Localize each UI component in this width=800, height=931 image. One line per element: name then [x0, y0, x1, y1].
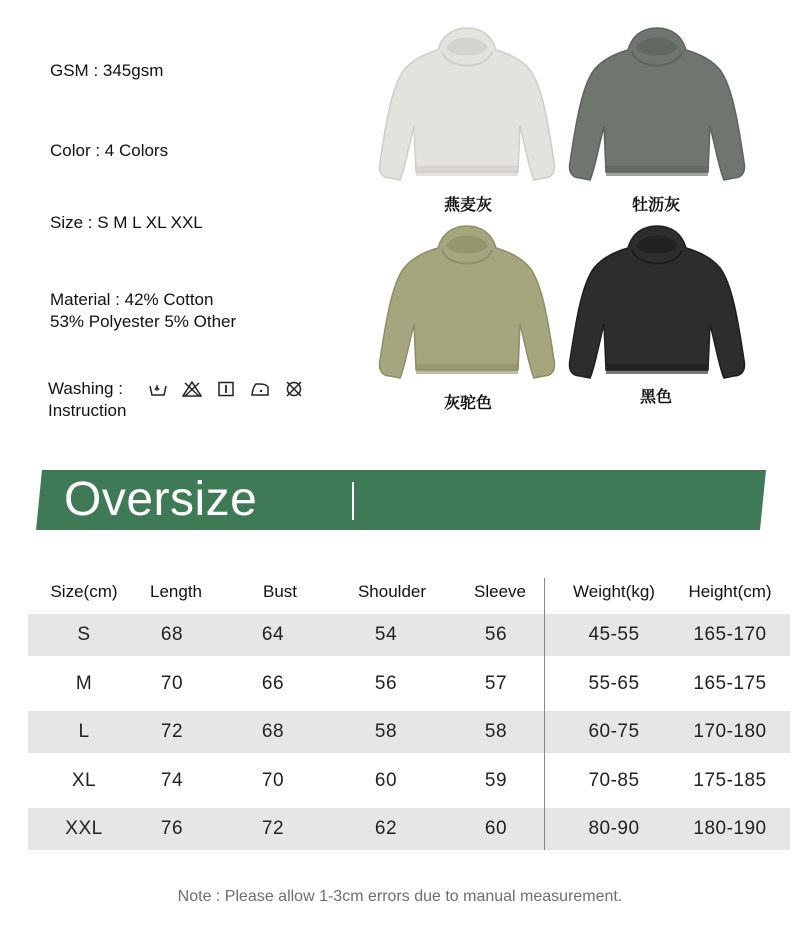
gsm-spec: GSM : 345gsm [50, 61, 164, 80]
oversize-banner [36, 470, 766, 530]
hoodie-image-oatmeal [372, 22, 562, 192]
table-cell: 56 [374, 672, 398, 694]
hoodie-graphic [372, 220, 562, 390]
table-cell: 60-75 [588, 721, 640, 743]
table-cell: 58 [484, 721, 508, 743]
product-label: 黑色 [639, 389, 672, 406]
material-line-2: 53% Polyester 5% Other [50, 312, 237, 331]
measurement-note: Note : Please allow 1-3cm errors due to manual measurement. [177, 888, 623, 905]
table-row [28, 663, 790, 705]
table-cell: 68 [160, 624, 184, 645]
column-divider [544, 578, 545, 850]
hoodie-graphic [562, 22, 752, 192]
size-spec: Size : S M L XL XXL [50, 213, 203, 232]
table-cell: S [77, 624, 91, 645]
table-cell: 54 [374, 624, 398, 645]
column-header: Sleeve [474, 582, 526, 601]
table-cell: 56 [484, 624, 508, 645]
table-cell: 59 [484, 769, 508, 791]
table-cell: 60 [484, 818, 508, 840]
banner-divider [352, 482, 354, 520]
table-cell: L [78, 721, 90, 743]
table-cell: 60 [374, 769, 398, 791]
hand-wash-icon [148, 381, 168, 397]
banner-title: Oversize [64, 473, 258, 526]
table-cell: 72 [160, 721, 184, 743]
table-row [28, 808, 790, 850]
table-cell: 70 [160, 672, 184, 694]
table-cell: 55-65 [588, 672, 640, 694]
no-dry-clean-icon [284, 381, 304, 397]
no-bleach-icon [182, 381, 202, 397]
product-label: 牡沥灰 [631, 197, 680, 214]
wash-icons [148, 381, 304, 397]
hoodie-image-black [562, 220, 752, 390]
product-label: 灰驼色 [443, 395, 492, 412]
table-cell: 64 [261, 624, 285, 645]
hoodie-image-olive [372, 220, 562, 390]
table-cell: 62 [374, 818, 398, 840]
column-header: Height(cm) [688, 582, 772, 601]
table-header [28, 578, 790, 614]
hoodie-graphic [372, 22, 562, 192]
washing-line-2: Instruction [48, 401, 127, 420]
table-cell: XXL [65, 818, 103, 840]
table-cell: 66 [261, 672, 285, 694]
table-cell: 165-175 [693, 672, 767, 694]
table-row [28, 711, 790, 753]
table-cell: 57 [484, 672, 508, 694]
table-row [28, 614, 790, 656]
table-cell: 45-55 [588, 624, 640, 645]
table-cell: M [75, 672, 93, 694]
tumble-dry-icon [216, 381, 236, 397]
washing-line-1: Washing : [48, 379, 123, 398]
iron-icon [250, 381, 270, 397]
column-header: Shoulder [357, 582, 427, 601]
product-label: 燕麦灰 [443, 197, 492, 214]
hoodie-image-grey [562, 22, 752, 192]
column-header: Weight(kg) [573, 582, 655, 601]
material-spec [50, 289, 236, 333]
material-line-1: Material : 42% Cotton [50, 290, 214, 309]
hoodie-graphic [562, 220, 752, 390]
table-cell: 76 [160, 818, 184, 840]
table-cell: 80-90 [588, 818, 640, 840]
table-cell: 68 [261, 721, 285, 743]
table-cell: XL [71, 769, 97, 791]
washing-spec [48, 378, 126, 422]
table-cell: 170-180 [693, 721, 767, 743]
table-cell: 70 [261, 769, 285, 791]
table-cell: 58 [374, 721, 398, 743]
table-cell: 175-185 [693, 769, 767, 791]
table-row [28, 760, 790, 802]
size-table [28, 578, 790, 857]
table-cell: 72 [261, 818, 285, 840]
table-cell: 70-85 [588, 769, 640, 791]
column-header: Size(cm) [50, 582, 118, 601]
table-cell: 165-170 [693, 624, 767, 645]
color-spec: Color : 4 Colors [50, 141, 169, 160]
column-header: Length [150, 582, 202, 601]
column-header: Bust [262, 582, 298, 601]
table-cell: 74 [160, 769, 184, 791]
table-cell: 180-190 [693, 818, 767, 840]
